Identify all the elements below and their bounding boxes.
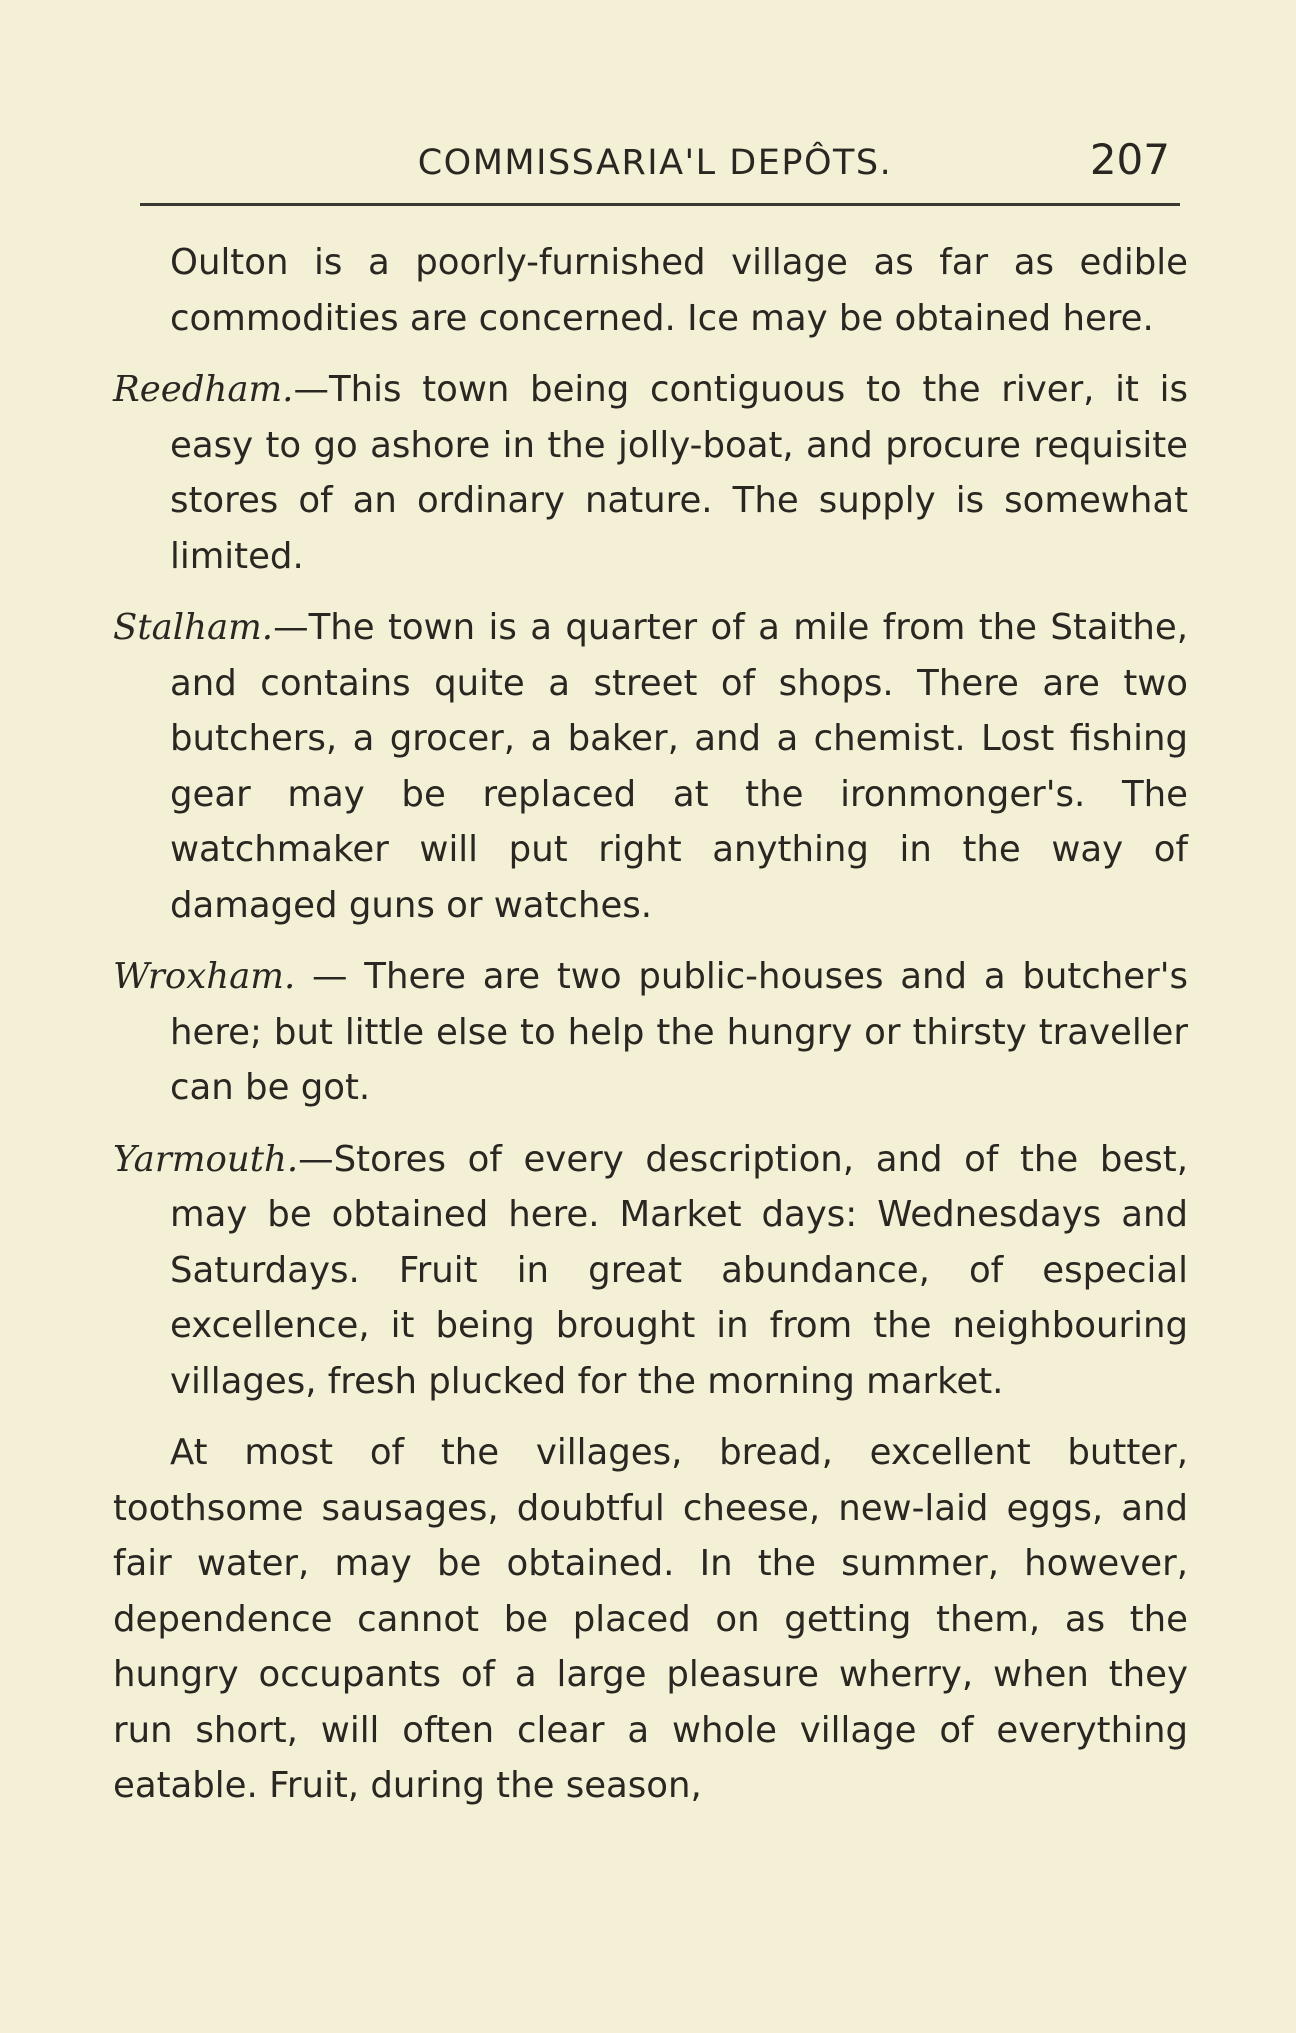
- place-name: Wroxham.: [113, 956, 296, 997]
- header-rule: [140, 203, 1180, 206]
- paragraph-stalham: [113, 600, 1188, 933]
- paragraph-reedham: [113, 362, 1188, 584]
- paragraph-text: —The town is a quarter of a mile from the Staithe, and contains quite a street of shops. There are two butchers, a grocer, a baker, and a chemist. Lost fishing gear may be replaced at the ironmonger's. The watchmaker will put right anything in the way of damaged guns or watches.: [170, 607, 1188, 926]
- paragraph-wroxham: [113, 949, 1188, 1116]
- paragraph-oulton: [113, 235, 1188, 346]
- paragraph-text: At most of the villages, bread, excellent butter, toothsome sausages, doubtful cheese, new-laid eggs, and fair water, may be obtained. In the summer, however, dependence cannot be placed on getting them, as the hungry occupants of a large pleasure wherry, when they run short, will often clear a whole village of everything eatable. Fruit, during the season,: [113, 1432, 1188, 1806]
- place-name: Yarmouth.: [113, 1138, 299, 1180]
- body-text: [113, 235, 1188, 1830]
- running-head: [140, 135, 1170, 185]
- paragraph-text: — There are two public-houses and a butcher's here; but little else to help the hungry or thirsty traveller can be got.: [170, 956, 1188, 1108]
- paragraph-villages: [113, 1425, 1188, 1814]
- place-name: Stalham.: [113, 607, 274, 648]
- paragraph-yarmouth: [113, 1132, 1188, 1410]
- running-title: COMMISSARIA'L DEPÔTS.: [417, 143, 893, 183]
- page-number: 207: [1089, 135, 1170, 184]
- place-name: Reedham.: [113, 369, 294, 410]
- paragraph-text: —This town being contiguous to the river, it is easy to go ashore in the jolly-boat, and procure requisite stores of an ordinary nature. The supply is somewhat limited.: [170, 369, 1188, 577]
- paragraph-text: Oulton is a poorly-furnished village as far as edible commodities are concerned. Ice may be obtained here.: [170, 242, 1188, 339]
- paragraph-text: —Stores of every description, and of the best, may be obtained here. Market days: Wednesdays and Saturdays. Fruit in great abundance, of especial excellence, it being brought in from the neighbouring villages, fresh plucked for the morning market.: [170, 1138, 1188, 1402]
